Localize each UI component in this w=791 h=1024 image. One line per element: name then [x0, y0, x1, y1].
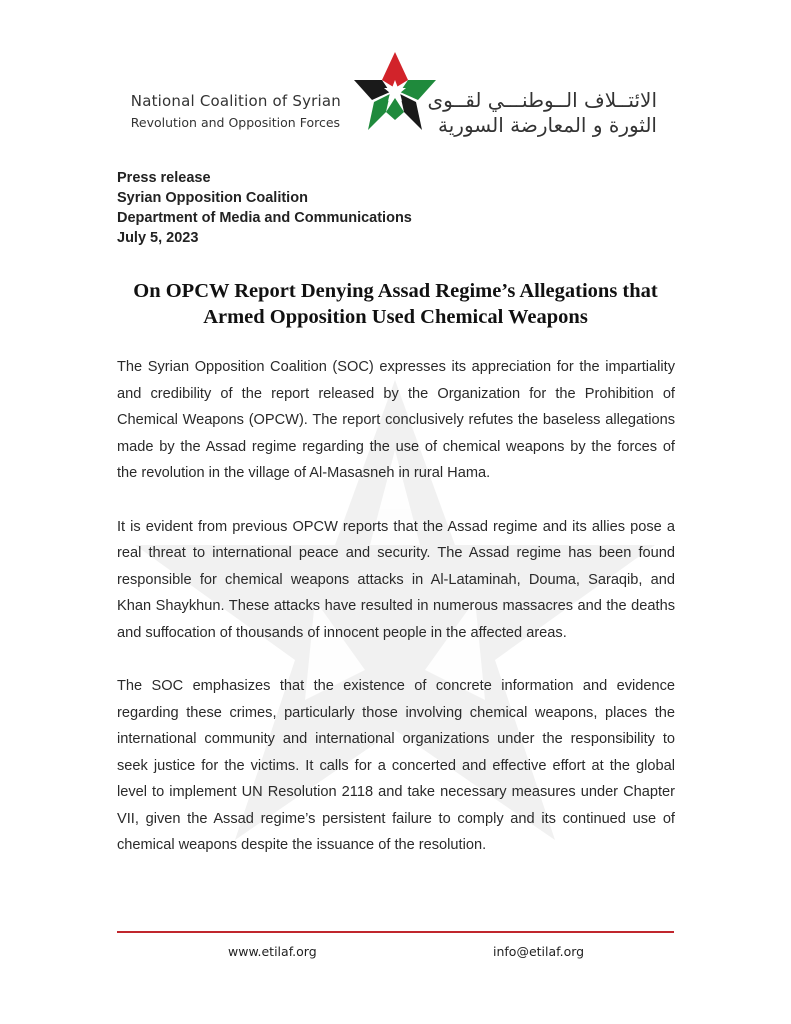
org-name-ar-line1: الائتــلاف الــوطنـــي لقــوى: [427, 88, 657, 112]
press-organization: Syrian Opposition Coalition: [117, 190, 308, 206]
body-text: [117, 354, 675, 886]
org-name-english: [131, 92, 341, 130]
org-name-arabic: [427, 88, 657, 138]
footer-email-link[interactable]: info@etilaf.org: [493, 944, 585, 959]
star-logo-icon: [352, 50, 438, 134]
document-title: On OPCW Report Denying Assad Regime’s Allegations that Armed Opposition Used Chemical Weapons: [133, 280, 658, 328]
org-name-en-line2: Revolution and Opposition Forces: [130, 115, 341, 130]
press-type: Press release: [117, 170, 211, 186]
press-department: Department of Media and Communications: [117, 210, 412, 226]
paragraph: The SOC emphasizes that the existence of concrete information and evidence regarding these crimes, particularly those involving chemical weapons, places the international community and international organizations under the responsibility to seek justice for the victims. It calls for a concerted and effective effort at the global level to implement UN Resolution 2118 and take necessary measures under Chapter VII, given the Assad regime’s persistent failure to comply and its continued use of chemical weapons despite the issuance of the resolution.: [117, 678, 675, 853]
footer-website-link[interactable]: www.etilaf.org: [228, 944, 317, 959]
paragraph: It is evident from previous OPCW reports that the Assad regime and its allies pose a real threat to international peace and security. The Assad regime has been found responsible for chemical weapons attacks in Al-Lataminah, Douma, Saraqib, and Khan Shaykhun. These attacks have resulted in numerous massacres and the deaths and suffocation of thousands of innocent people in the affected areas.: [117, 518, 675, 641]
footer-divider: [117, 931, 674, 933]
org-name-en-line1: National Coalition of Syrian: [130, 92, 341, 110]
paragraph: The Syrian Opposition Coalition (SOC) expresses its appreciation for the impartiality and credibility of the report released by the Organization for the Prohibition of Chemical Weapons (OPCW). The report conclusively refutes the baseless allegations made by the Assad regime regarding the use of chemical weapons by the forces of the revolution in the village of Al-Masasneh in rural Hama.: [117, 359, 675, 481]
letterhead: [0, 50, 791, 140]
press-date: July 5, 2023: [117, 230, 199, 246]
org-name-ar-line2: الثورة و المعارضة السورية: [438, 113, 657, 137]
press-header: [117, 168, 412, 248]
